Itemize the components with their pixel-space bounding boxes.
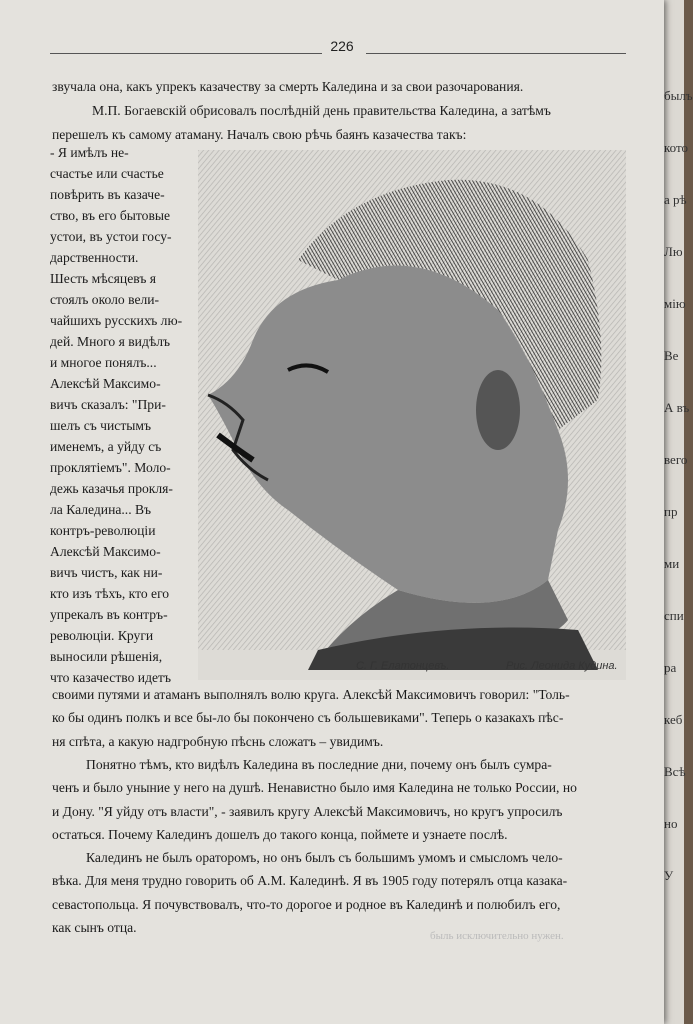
text-line: как сынъ отца. bbox=[52, 920, 137, 935]
column-line: Шесть мѣсяцевъ я bbox=[50, 271, 156, 286]
text-line: звучала она, какъ упрекъ казачеству за смерть Каледина и за свои разочарования. bbox=[52, 79, 524, 94]
column-line: упрекалъ въ контръ- bbox=[50, 607, 168, 622]
column-line: контръ-революціи bbox=[50, 523, 156, 538]
header-rule-right bbox=[366, 53, 626, 54]
facing-page-fragment: кеб bbox=[664, 712, 683, 727]
column-line: Алексѣй Максимо- bbox=[50, 544, 161, 559]
column-line: выносили рѣшенія, bbox=[50, 649, 163, 664]
facing-page-fragment: ми bbox=[664, 556, 680, 571]
text-line: вѣка. Для меня трудно говорить об А.М. Калединѣ. Я въ 1905 году потерялъ отца казака- bbox=[52, 873, 568, 889]
text-line: перешелъ къ самому атаману. Началъ свою рѣчь баянъ казачества такъ: bbox=[52, 127, 467, 142]
column-line: чайшихъ русскихъ лю- bbox=[50, 313, 183, 328]
facing-page-fragment: а рѣ bbox=[664, 192, 687, 207]
column-line: революціи. Круги bbox=[50, 628, 154, 643]
text-line: ко бы одинъ полкъ и все бы-ло бы покончено съ большевиками". Теперь о казакахъ пѣс- bbox=[52, 710, 564, 726]
facing-page-fragment: вего bbox=[664, 452, 688, 467]
facing-page-fragment: Лю bbox=[664, 244, 683, 259]
text-line: Понятно тѣмъ, кто видѣлъ Каледина въ последние дни, почему онъ былъ сумра- bbox=[86, 756, 552, 772]
page-number: 226 bbox=[330, 38, 354, 54]
caption-artist: Рис. Леонида Кудина. bbox=[506, 660, 618, 672]
column-line: и многое понялъ... bbox=[50, 355, 157, 370]
column-line: устои, въ устои госу- bbox=[50, 229, 172, 244]
text-line: севастопольца. Я почувствовалъ, что-то дорогое и родное въ Калединѣ и полюбилъ его, bbox=[52, 896, 561, 912]
column-line: дей. Много я видѣлъ bbox=[50, 334, 171, 349]
facing-page-fragment: былъ bbox=[664, 88, 693, 103]
column-line: вичъ чистъ, как ни- bbox=[50, 565, 163, 580]
bleed-through-text: быль исключительно нужен. bbox=[430, 930, 564, 942]
text-line: и Дону. "Я уйду отъ власти", - заявилъ кругу Алексѣй Максимовичъ, но кругъ упросилъ bbox=[52, 803, 563, 819]
caption-sitter: С. Г. Елатонцевъ. bbox=[356, 660, 450, 672]
facing-page-fragment: У bbox=[664, 868, 674, 883]
text-line: остаться. Почему Калединъ дошелъ до такого конца, поймете и узнаете послѣ. bbox=[52, 826, 508, 842]
column-line: ла Каледина... Въ bbox=[50, 502, 152, 517]
column-line: шелъ съ чистымъ bbox=[50, 418, 152, 433]
facing-page-fragment: Ве bbox=[664, 348, 679, 363]
text-line: Калединъ не былъ ораторомъ, но онъ былъ съ большимъ умомъ и смысломъ чело- bbox=[86, 850, 563, 866]
facing-page-fragment: пр bbox=[664, 504, 678, 519]
column-line: что казачество идетъ bbox=[50, 670, 171, 685]
column-line: дарственности. bbox=[50, 250, 139, 265]
facing-page-fragment: но bbox=[664, 816, 678, 831]
facing-page-fragment: спи bbox=[664, 608, 684, 623]
facing-page-fragment: Всѣ bbox=[664, 764, 686, 779]
text-line: М.П. Богаевскій обрисовалъ послѣдній день правительства Каледина, а затѣмъ bbox=[92, 103, 551, 118]
column-line: Алексѣй Максимо- bbox=[50, 376, 161, 391]
facing-page-fragment: А въ bbox=[664, 400, 690, 415]
column-line: повѣрить въ казаче- bbox=[50, 187, 165, 202]
portrait-drawing bbox=[198, 150, 626, 680]
text-line: ченъ и было уныние у него на душѣ. Ненавистно было имя Каледина не только России, но bbox=[52, 780, 577, 796]
text-line: ня спѣта, а какую надгробную пѣснь сложатъ – увидимъ. bbox=[52, 733, 384, 749]
column-line: стоялъ около вели- bbox=[50, 292, 160, 307]
column-line: ство, въ его бытовые bbox=[50, 208, 171, 223]
column-line: кто изъ тѣхъ, кто его bbox=[50, 586, 170, 601]
facing-page-fragment: мію bbox=[664, 296, 686, 311]
column-line: вичъ сказалъ: "При- bbox=[50, 397, 166, 412]
column-line: именемъ, а уйду съ bbox=[50, 439, 162, 454]
header-rule-left bbox=[50, 53, 322, 54]
column-line: - Я имѣлъ не- bbox=[50, 145, 129, 160]
column-line: проклятіемъ". Моло- bbox=[50, 460, 171, 475]
facing-page-fragment: ра bbox=[664, 660, 677, 675]
text-line: своими путями и атаманъ выполнялъ волю круга. Алексѣй Максимовичъ говорил: "Толь- bbox=[52, 687, 570, 702]
column-line: счастье или счастье bbox=[50, 166, 164, 181]
column-line: дежь казачья прокля- bbox=[50, 481, 173, 496]
facing-page-fragment: кото bbox=[664, 140, 688, 155]
